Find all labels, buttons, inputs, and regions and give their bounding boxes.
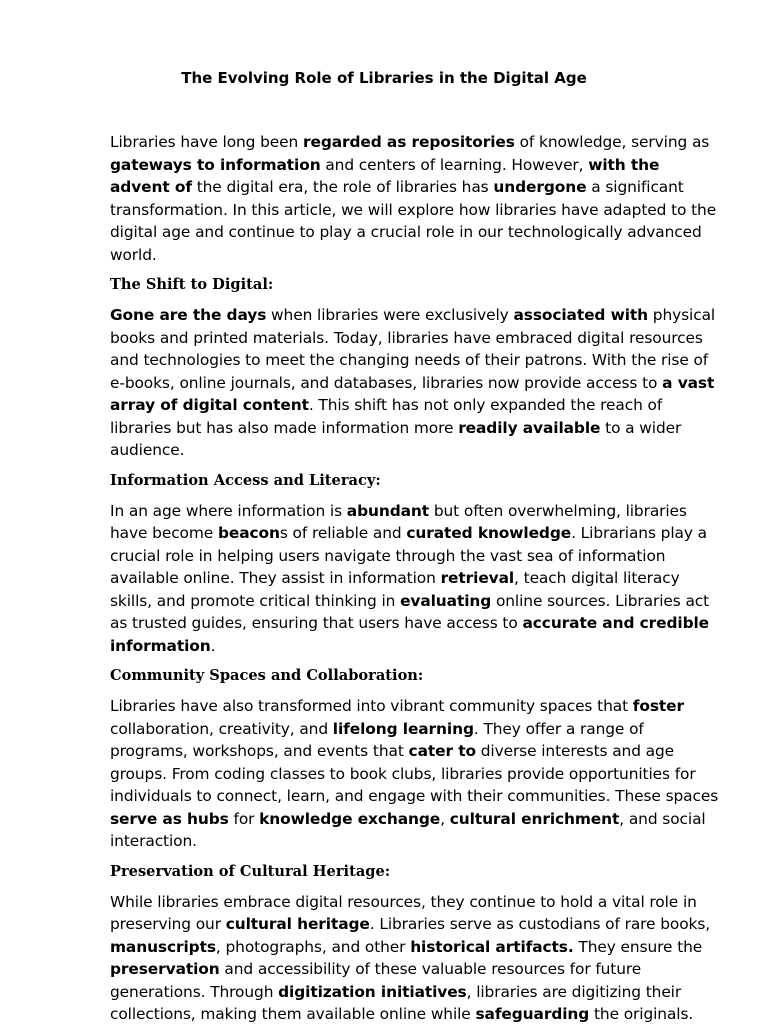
text-run: and accessibility of these valuable resources for future generations. Through [110, 960, 642, 1001]
body-paragraph [110, 695, 722, 853]
text-run: , [440, 809, 450, 828]
text-run: , photographs, and other [215, 937, 411, 956]
bold-phrase: regarded as repositories [302, 133, 515, 151]
bold-phrase: serve as hubs [110, 809, 229, 828]
text-run: . Libraries serve as custodians of rare books, [369, 915, 711, 933]
bold-phrase: preservation [110, 960, 220, 978]
text-run: of knowledge, serving as [514, 133, 710, 151]
text-run: when libraries were exclusively [266, 306, 514, 324]
section-heading: Preservation of Cultural Heritage: [110, 862, 391, 880]
document-body [110, 131, 722, 1033]
text-run: the digital era, the role of libraries has [191, 178, 494, 196]
text-run: and centers of learning. However, [320, 155, 589, 174]
text-run: Libraries have also transformed into vibrant community spaces that [110, 697, 633, 715]
text-run: , teach digital literacy skills, and promote critical thinking in [110, 569, 680, 610]
body-paragraph [110, 131, 722, 266]
bold-phrase: retrieval [440, 569, 515, 587]
body-paragraph [110, 500, 722, 658]
text-run: While libraries embrace digital resources, they continue to hold a vital role in preserving our [110, 892, 697, 933]
bold-phrase: readily available [458, 418, 601, 437]
bold-phrase: foster [632, 697, 685, 715]
bold-phrase: cultural heritage [225, 915, 370, 933]
bold-phrase: knowledge exchange [259, 809, 441, 828]
document-title: The Evolving Role of Libraries in the Digital Age [181, 69, 587, 87]
bold-phrase: evaluating [400, 591, 492, 610]
text-run: for [228, 809, 260, 828]
text-run: but often overwhelming, libraries have become [110, 501, 687, 542]
text-run: . [210, 636, 216, 655]
text-run: s of reliable and [279, 524, 407, 542]
section-heading: Community Spaces and Collaboration: [110, 667, 424, 684]
body-paragraph [110, 304, 722, 462]
bold-phrase: manuscripts [110, 937, 216, 956]
section-heading: Information Access and Literacy: [110, 471, 381, 489]
text-run: a significant transformation. In this article, we will explore how libraries have adapted to the digital age and continue to play a crucial role in our technologically advanced world. [110, 178, 717, 264]
text-run: diverse interests and age groups. From coding classes to book clubs, libraries provide opportunities for individuals to connect, learn, and engage with their communities. These spaces [110, 742, 719, 805]
bold-phrase: gateways to information [110, 155, 321, 174]
text-run: the originals. [589, 1005, 694, 1023]
text-run: . This shift has not only expanded the reach of libraries but has also made information more [110, 396, 663, 437]
bold-phrase: curated knowledge [406, 524, 572, 542]
bold-phrase: cater to [408, 742, 476, 760]
bold-phrase: associated with [513, 306, 649, 324]
body-paragraph [110, 891, 722, 1026]
section-heading: The Shift to Digital: [110, 276, 274, 293]
bold-phrase: safeguarding [475, 1005, 590, 1023]
text-run: In an age where information is [110, 501, 347, 520]
text-run: , and social interaction. [110, 809, 706, 850]
text-run: . They offer a range of programs, workshops, and events that [110, 719, 644, 760]
text-run: They ensure the [573, 937, 703, 956]
bold-phrase: a vast array of digital content [110, 373, 715, 414]
bold-phrase: beacon [217, 524, 280, 542]
bold-phrase: cultural enrichment [449, 809, 620, 828]
text-run: online sources. Libraries act as trusted guides, ensuring that users have access to [110, 591, 710, 632]
text-run: Libraries have long been [110, 133, 303, 151]
bold-phrase: digitization initiatives [278, 982, 467, 1001]
bold-phrase: historical artifacts. [410, 937, 574, 956]
bold-phrase: undergone [493, 178, 587, 196]
bold-phrase: with the advent of [110, 155, 660, 196]
bold-phrase: abundant [346, 501, 430, 520]
text-run: collaboration, creativity, and [110, 719, 333, 738]
text-run: . Librarians play a crucial role in helping users navigate through the vast sea of information available online. They assist in information [110, 524, 707, 587]
text-run: , libraries are digitizing their collections, making them available online while [110, 982, 682, 1023]
text-run: to a wider audience. [110, 418, 682, 459]
text-run: physical books and printed materials. Today, libraries have embraced digital resources and technologies to meet the changing needs of their patrons. With the rise of e-books, online journals, and databases, libraries now provide access to [110, 306, 716, 392]
bold-phrase: accurate and credible information [110, 614, 709, 655]
bold-phrase: Gone are the days [110, 306, 267, 324]
bold-phrase: lifelong learning [332, 719, 474, 738]
